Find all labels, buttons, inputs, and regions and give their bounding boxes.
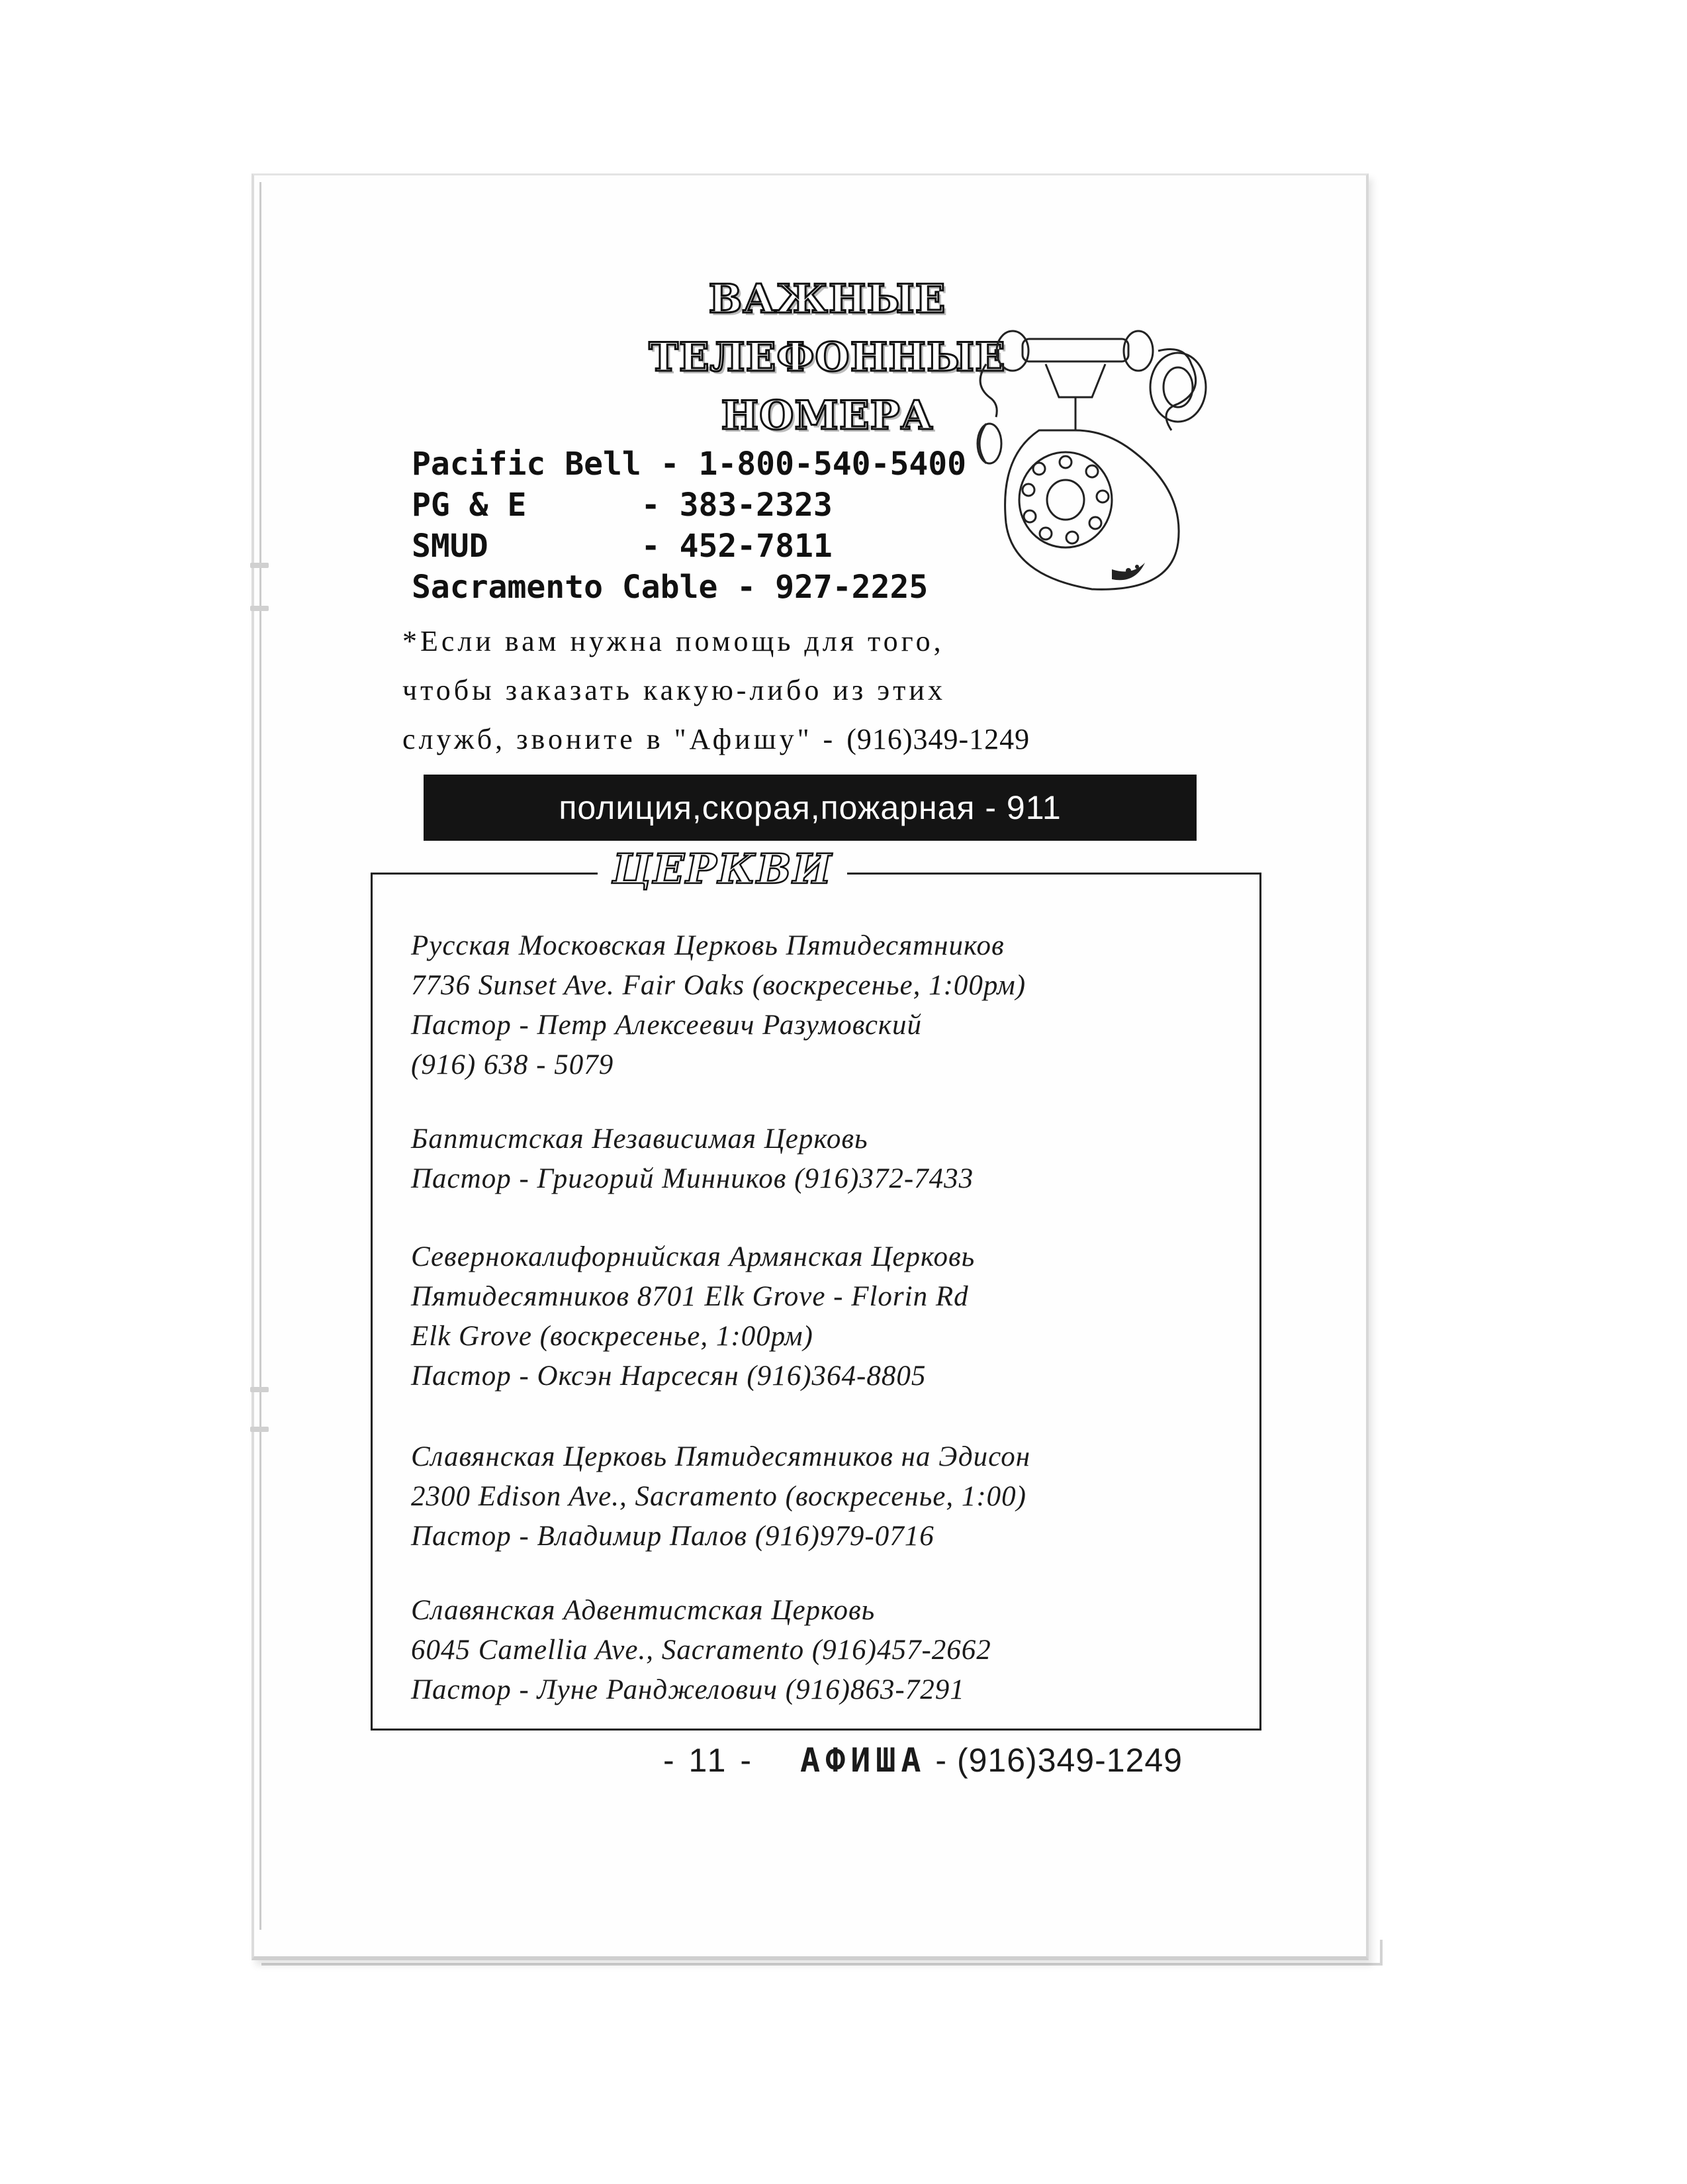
church-entry — [411, 1119, 974, 1199]
phone-row: SMUD - 452-7811 — [412, 528, 833, 565]
church-line: Севернокалифорнийская Армянская Церковь — [411, 1241, 976, 1272]
phone-number: 1-800-540-5400 — [698, 446, 967, 483]
help-note-phone: (916)349-1249 — [846, 723, 1030, 755]
church-entry — [411, 1437, 1030, 1556]
church-line: Славянская Адвентистская Церковь — [411, 1595, 876, 1626]
church-line: Баптистская Независимая Церковь — [411, 1123, 868, 1155]
church-line: 6045 Camellia Ave., Sacramento (916)457-2662 — [411, 1635, 991, 1666]
utility-phone-list — [412, 444, 966, 608]
churches-box — [371, 845, 1261, 1731]
phone-number: 927-2225 — [775, 569, 929, 606]
page-footer — [663, 1741, 1183, 1780]
church-line: (916) 638 - 5079 — [411, 1049, 614, 1080]
church-entry — [411, 926, 1026, 1085]
phone-label: Sacramento Cable — [412, 569, 718, 606]
church-line: Пастор - Петр Алексеевич Разумовский — [411, 1010, 923, 1041]
church-line: Русская Московская Церковь Пятидесятников — [411, 930, 1005, 961]
title-line-2: НОМЕРА — [721, 393, 934, 439]
phone-row: PG & E - 383-2323 — [412, 487, 833, 524]
church-line: Пастор - Оксэн Нарсесян (916)364-8805 — [411, 1360, 927, 1392]
phone-label: SMUD — [412, 528, 488, 565]
staple-mark — [250, 1387, 269, 1392]
vintage-telephone-illustration — [960, 324, 1218, 602]
booklet-spine — [259, 182, 261, 1930]
church-line: Пастор - Григорий Минников (916)372-7433 — [411, 1163, 974, 1194]
brand-name: АФИША — [800, 1741, 927, 1780]
help-note — [402, 617, 1203, 764]
help-note-line-3 — [402, 715, 1203, 764]
help-note-text: служб, звоните в "Афишу" - — [402, 723, 837, 755]
phone-number: 452-7811 — [679, 528, 833, 565]
title-line-1: ВАЖНЫЕ ТЕЛЕФОННЫЕ — [649, 276, 1006, 381]
church-line: 2300 Edison Ave., Sacramento (воскресенье, 1:00) — [411, 1481, 1027, 1512]
help-note-line-2: чтобы заказать какую-либо из этих — [402, 674, 946, 706]
page-number: - 11 - — [663, 1742, 754, 1779]
church-entry — [411, 1237, 975, 1396]
help-note-line-1: *Если вам нужна помощь для того, — [402, 625, 944, 657]
staple-mark — [250, 1427, 269, 1432]
phone-label: Pacific Bell — [412, 446, 641, 483]
church-line: Славянская Церковь Пятидесятников на Эдисон — [411, 1441, 1031, 1472]
church-entry — [411, 1591, 991, 1710]
phone-row: Sacramento Cable - 927-2225 — [412, 569, 929, 606]
churches-title: ЦЕРКВИ — [598, 845, 847, 893]
church-line: Пастор - Луне Ранджелович (916)863-7291 — [411, 1674, 965, 1705]
phone-number: 383-2323 — [679, 487, 833, 524]
emergency-banner: полиция,скорая,пожарная - 911 — [424, 775, 1197, 841]
staple-mark — [250, 606, 269, 611]
staple-mark — [250, 563, 269, 568]
footer-phone: - (916)349-1249 — [935, 1742, 1183, 1779]
church-line: Elk Grove (воскресенье, 1:00рм) — [411, 1321, 813, 1352]
church-line: Пастор - Владимир Палов (916)979-0716 — [411, 1521, 935, 1552]
church-line: Пятидесятников 8701 Elk Grove - Florin Rd — [411, 1281, 969, 1312]
phone-label: PG & E — [412, 487, 527, 524]
phone-row: Pacific Bell - 1-800-540-5400 — [412, 446, 967, 483]
church-line: 7736 Sunset Ave. Fair Oaks (воскресенье, 1:00рм) — [411, 970, 1026, 1001]
